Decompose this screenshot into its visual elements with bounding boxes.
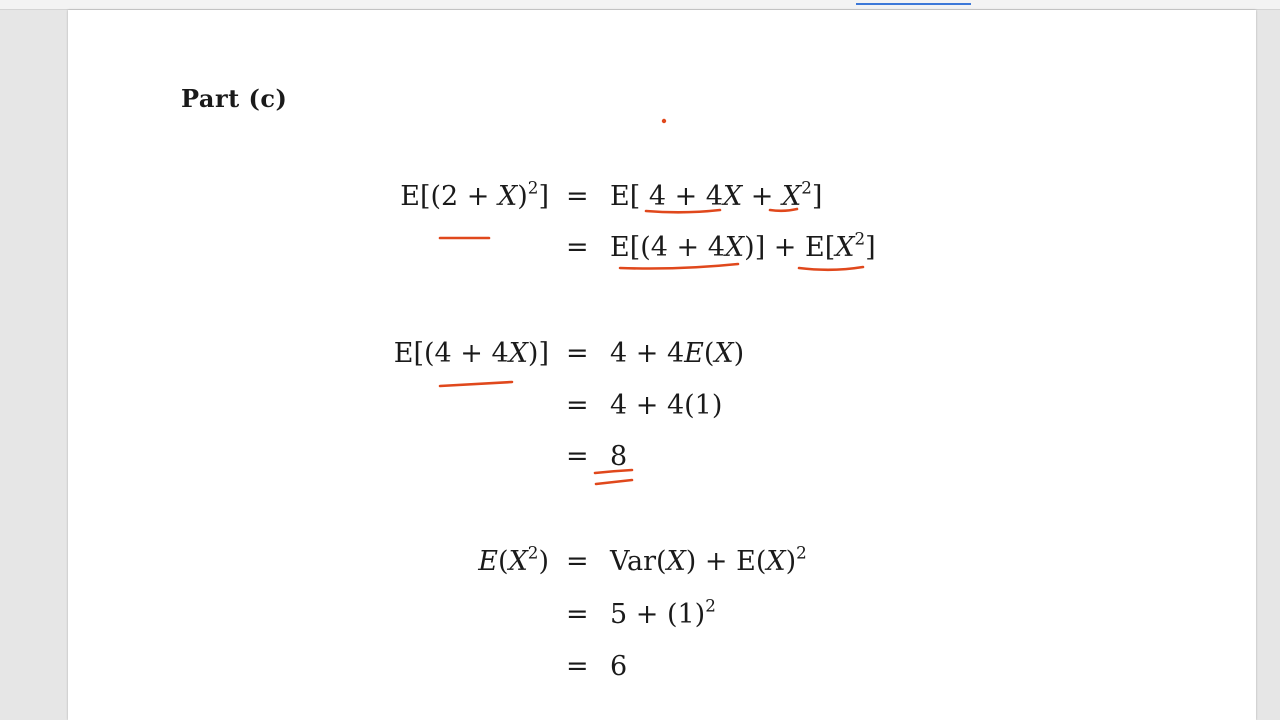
- equals-sign: =: [566, 599, 589, 630]
- equals-sign: =: [566, 546, 589, 577]
- equals-sign: =: [566, 651, 589, 682]
- block2-row1: 4 + 4E(X): [610, 338, 745, 369]
- block3-row3: 6: [610, 651, 628, 682]
- equals-sign: =: [566, 390, 589, 421]
- block1-row1: E[ $4 + 4X + X^2$]: [610, 177, 823, 212]
- block3-row2: $5 + (1)^2$: [610, 595, 716, 630]
- equals-sign: =: [566, 232, 589, 263]
- block2-row3: 8: [610, 441, 628, 472]
- block3-lhs: $E(X^2)$: [478, 542, 549, 577]
- block1-row2: $E[(4 + 4X)] + E[X^2]$: [610, 228, 876, 263]
- equals-sign: =: [566, 181, 589, 212]
- scroll-indicator: [856, 3, 971, 5]
- equals-sign: =: [566, 338, 589, 369]
- block1-lhs: $E[(2 + X)^2]$: [400, 177, 549, 212]
- document-page: [68, 10, 1256, 720]
- equals-sign: =: [566, 441, 589, 472]
- block2-row2: 4 + 4(1): [610, 390, 723, 421]
- viewer-top-bar: [0, 0, 1280, 10]
- block2-lhs: E[(4 + 4X)]: [393, 338, 549, 369]
- block3-row1: $Var(X) + E(X)^2$: [610, 542, 807, 577]
- section-heading: Part (c): [181, 84, 288, 113]
